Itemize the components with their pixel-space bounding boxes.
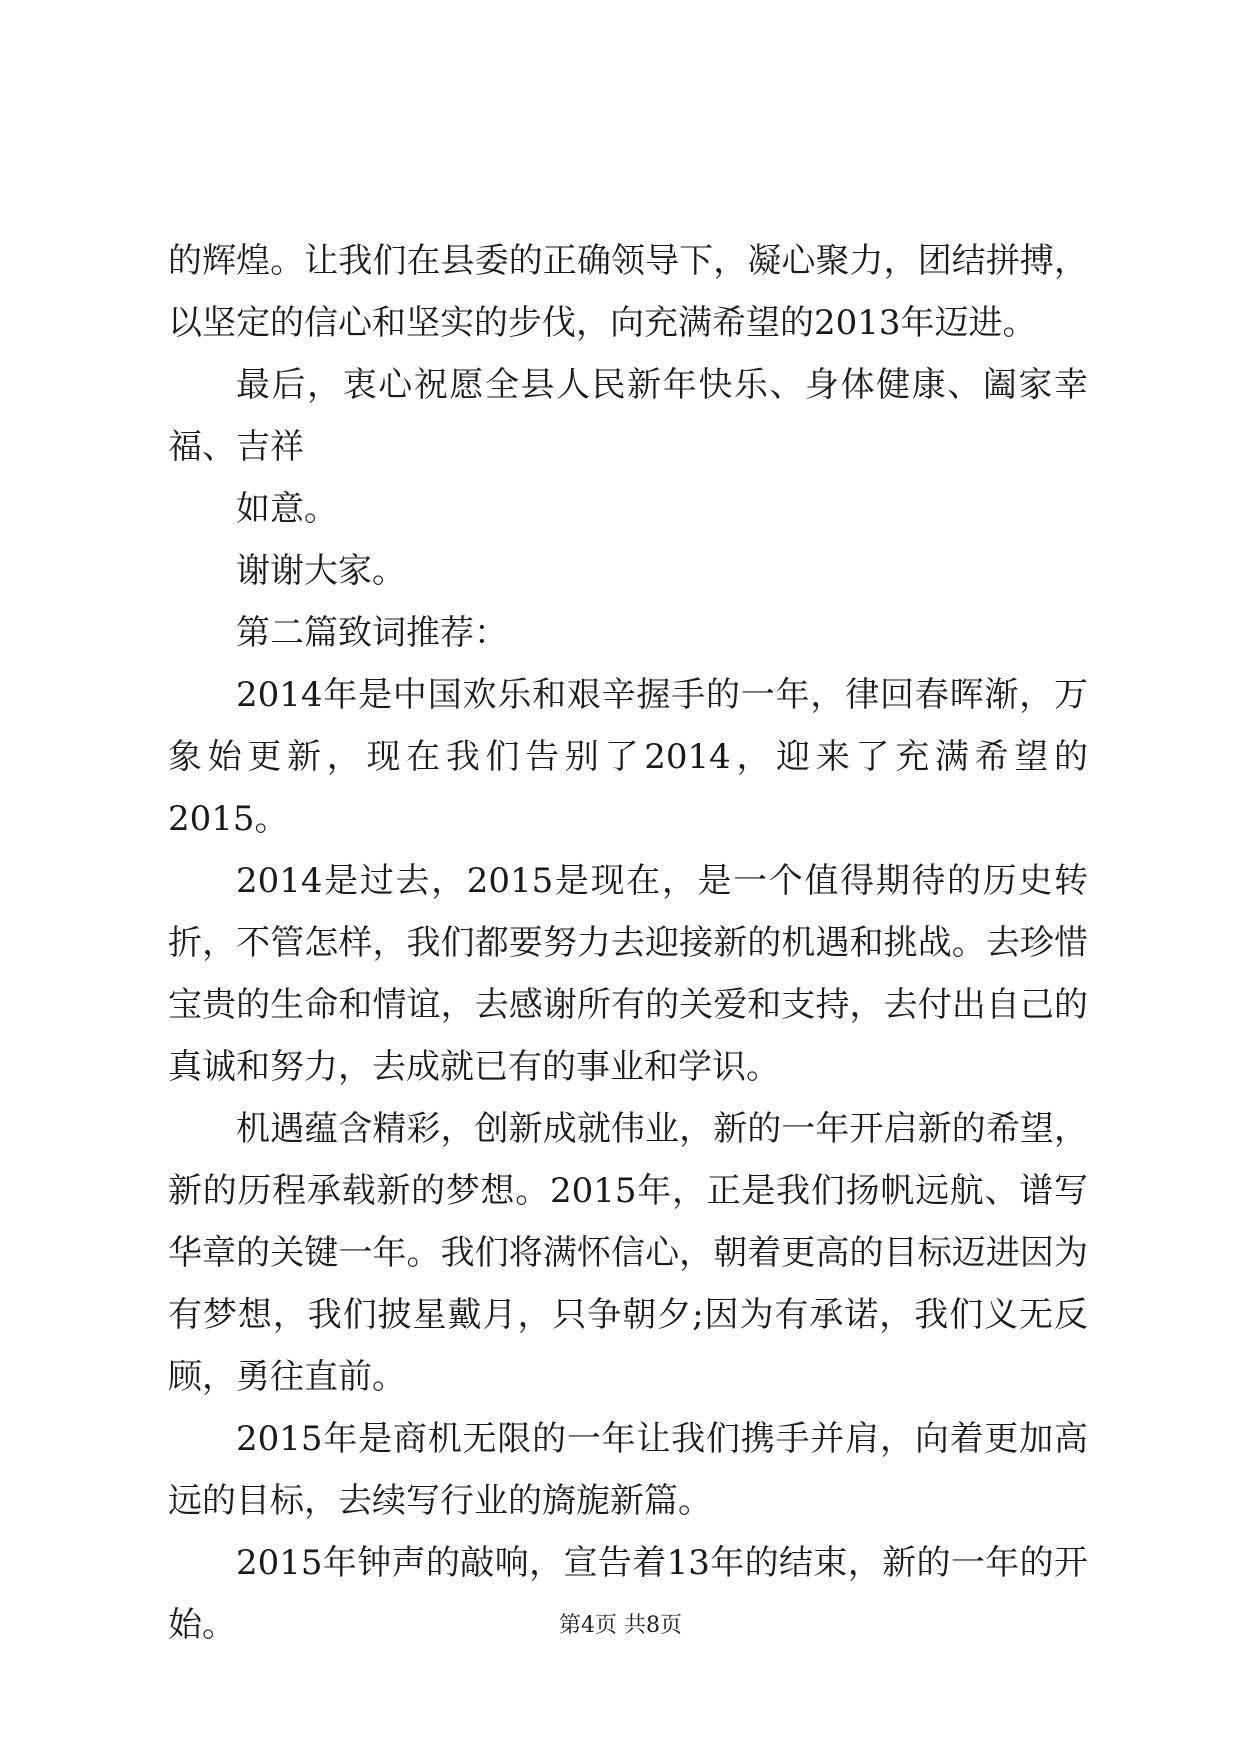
paragraph-5: 第二篇致词推荐： xyxy=(236,613,508,653)
paragraph-9: 2015年是商机无限的一年让我们携手并肩，向着更加高远的目标，去续写行业的旖旎新篇。 xyxy=(168,1419,1088,1521)
paragraph-3: 如意。 xyxy=(236,489,338,529)
paragraph-2: 最后，衷心祝愿全县人民新年快乐、身体健康、阖家幸福、吉祥 xyxy=(168,365,1088,467)
paragraph-7: 2014是过去，2015是现在，是一个值得期待的历史转折，不管怎样，我们都要努力去迎接新的机遇和挑战。去珍惜宝贵的生命和情谊，去感谢所有的关爱和支持，去付出自己的真诚和努力，去成就已有的事业和学识。 xyxy=(168,861,1088,1087)
document-body xyxy=(168,230,1088,1656)
paragraph-8: 机遇蕴含精彩，创新成就伟业，新的一年开启新的希望，新的历程承载新的梦想。2015年，正是我们扬帆远航、谱写华章的关键一年。我们将满怀信心，朝着更高的目标迈进因为有梦想，我们披星戴月，只争朝夕;因为有承诺，我们义无反顾，勇往直前。 xyxy=(168,1109,1088,1397)
page-footer xyxy=(0,1608,1241,1639)
paragraph-10: 2015年钟声的敲响，宣告着13年的结束，新的一年的开始。 xyxy=(168,1543,1088,1645)
paragraph-6: 2014年是中国欢乐和艰辛握手的一年，律回春晖渐，万象始更新，现在我们告别了2014，迎来了充满希望的2015。 xyxy=(168,675,1088,839)
paragraph-4: 谢谢大家。 xyxy=(236,551,406,591)
page-number-label: 第4页 共8页 xyxy=(559,1613,682,1638)
paragraph-1: 的辉煌。让我们在县委的正确领导下，凝心聚力，团结拼搏，以坚定的信心和坚实的步伐，向充满希望的2013年迈进。 xyxy=(168,241,1088,343)
